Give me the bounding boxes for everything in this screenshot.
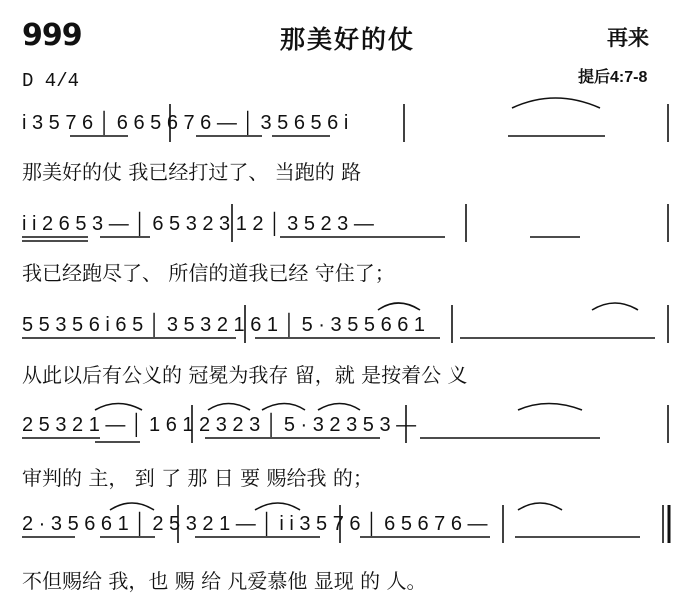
notes-line-1: i 3 5 7 6 │ 6 6 5 6 7 6 — │ 3 5 6 5 6 i [22, 112, 349, 134]
scripture-reference: 提后4:7-8 [578, 69, 648, 86]
lyrics-line-2: 我已经跑尽了、 所信的道我已经 守住了； [22, 261, 395, 285]
lyrics-line-5: 不但赐给 我，也 赐 给 凡爱慕他 显现 的 人。 [22, 569, 427, 593]
notes-line-2: i i 2 6 5 3 — │ 6 5 3 2 3 1 2 │ 3 5 2 3 — [22, 213, 374, 235]
hymn-title: 那美好的仗 [280, 25, 416, 54]
key-time-signature: D 4/4 [22, 70, 80, 92]
lyrics-line-1: 那美好的仗 我已经打过了、 当跑的 路 [22, 160, 362, 184]
notes-line-3: 5 5 3 5 6 i 6 5 │ 3 5 3 2 1 6 1 │ 5 · 3 5 5 6 6 1 [22, 314, 426, 336]
notes-line-5: 2 · 3 5 6 6 1 │ 2 5 3 2 1 — │ i i 3 5 7 6 │ 6 5 6 7 6 — [22, 513, 488, 535]
notes-line-4: 2 5 3 2 1 — │ 1 6 1 2 3 2 3 │ 5 · 3 2 3 5 3 — [22, 414, 417, 436]
lyrics-line-3: 从此以后有公义的 冠冕为我存 留，就 是按着公 义 [22, 363, 468, 387]
hymn-number: 999 [22, 18, 82, 53]
hymn-tag: 再来 [607, 26, 649, 50]
lyrics-line-4: 审判的 主， 到 了 那 日 要 赐给我 的； [22, 466, 373, 490]
